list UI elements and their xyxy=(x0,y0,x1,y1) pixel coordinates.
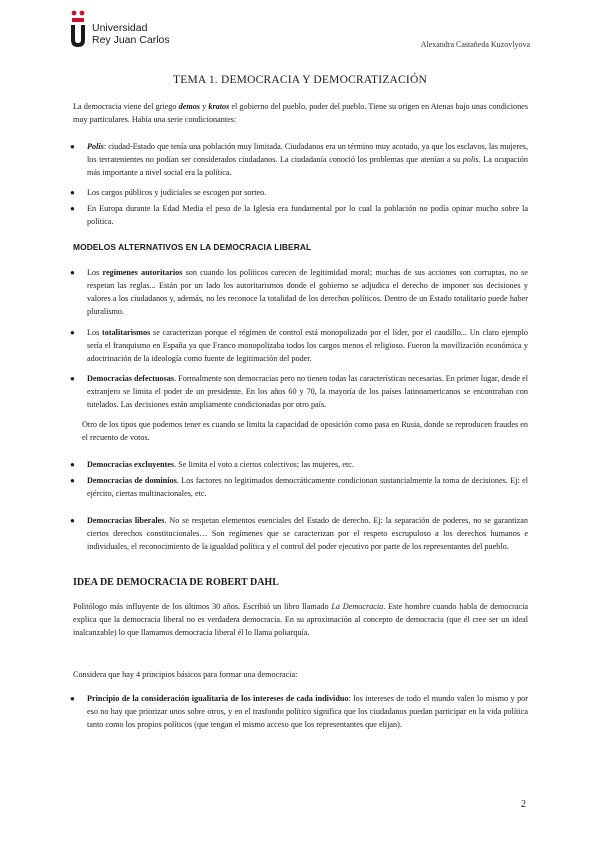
bullet-icon: ● xyxy=(70,268,75,277)
principles-intro: Considera que hay 4 principios básicos para formar una democracia: xyxy=(73,670,298,679)
dahl-paragraph: Politólogo más influyente de los últimos 30 años. Escribió un libro llamado La Democracia. Este hombre cuando habla de democracia explica que la democracia liberal no es verdadera democracia. En su aproximación al concepto de democracia (que él cree ser un ideal inalcanzable) lo que llamamos democracia liberal él lo llama poliarquía. xyxy=(73,602,528,637)
list-item: Los totalitarismos se caracterizan porque el régimen de control está monopolizado por el líder, por el caudillo... Un claro ejemplo sería el franquismo en España ya que Franco monopolizaba todos los cargos menos el religioso. Fueron la movilización económica y adoctrinación de la ideología como fuente de legitimación del poder. xyxy=(87,328,528,363)
list-item: Polis: ciudad-Estado que tenía una población muy limitada. Ciudadanos era un término muy acotado, ya que los esclavos, las mujeres, los terratenientes no podían ser considerados ciudadanos. La ciudadanía conoció los problemas que atenían a su polis. La ocupación más importante a nivel social era la política. xyxy=(87,142,528,177)
author-name: Alexandra Castañeda Kuzovlyova xyxy=(420,40,530,49)
bullet-icon: ● xyxy=(70,516,75,525)
list-item: Democracias de dominios. Los factores no legitimados democráticamente condicionan sustancialmente la toma de decisiones. Ej: el ejército, ciertas multinacionales, etc. xyxy=(87,476,528,498)
page-title: TEMA 1. DEMOCRACIA Y DEMOCRATIZACIÓN xyxy=(173,74,427,86)
university-name-line1: Universidad xyxy=(92,22,148,34)
list-item: Los cargos públicos y judiciales se escogen por sorteo. xyxy=(87,188,267,197)
bullet-icon: ● xyxy=(70,476,75,485)
university-name-line2: Rey Juan Carlos xyxy=(92,34,170,46)
list-item: Principio de la consideración igualitaria de los intereses de cada individuo: los intereses de todo el mundo valen lo mismo y por eso no hay que priorizar unos sobre otros, y en el trasfondo político significa que los ciudadanos puedan participar en la vida política tanto como los propios políticos (que tengan el mismo acceso que los representantes que elijan). xyxy=(87,694,528,729)
list-item: Los regímenes autoritarios son cuando los políticos carecen de legitimidad moral; muchas de sus acciones son corruptas, no se respetan las reglas... Están por un lado los autoritarismos donde el gobierno se adjudica el derecho de imponer sus decisiones y valores a los ciudadanos y, además, no les reconoce la totalidad de los derechos políticos. Dentro de un Estado totalitario puede haber pluralismo. xyxy=(87,268,529,316)
section-heading: IDEA DE DEMOCRACIA DE ROBERT DAHL xyxy=(73,577,279,588)
bullet-icon: ● xyxy=(70,204,75,213)
list-item: En Europa durante la Edad Media el peso de la Iglesia era fundamental por lo cual la población no podía opinar mucho sobre la política. xyxy=(87,204,528,226)
page-number: 2 xyxy=(521,799,526,810)
bullet-icon: ● xyxy=(70,188,75,197)
bullet-icon: ● xyxy=(70,328,75,337)
list-item: Democracias defectuosas. Formalmente son democracias pero no tienen todas las características necesarias. En primer lugar, desde el extranjero se limita el poder de un presidente. En los años 60 y 70, la mayoría de los países latinoamericanos se encontraban con tutelados. Las decisiones están ampliamente condicionadas por otro país. xyxy=(87,374,528,409)
bullet-icon: ● xyxy=(70,374,75,383)
urjc-logo-icon xyxy=(70,10,86,48)
bullet-icon: ● xyxy=(70,142,75,151)
list-item: Democracias excluyentes. Se limita el voto a ciertos colectivos; las mujeres, etc. xyxy=(87,460,354,469)
intro-paragraph: La democracia viene del griego demos y kratos el gobierno del pueblo, poder del pueblo. Tiene su origen en Atenas bajo unas condiciones muy particulares. Había una serie condicionantes: xyxy=(73,102,529,124)
note-paragraph: Otro de los tipos que podemos tener es cuando se limita la capacidad de oposición como pasa en Rusia, donde se reproducen fraudes en el recuento de votos. xyxy=(82,420,528,442)
list-item: Democracias liberales. No se respetan elementos esenciales del Estado de derecho. Ej: la separación de poderes, no se garantizan ciertos derechos constitucionales… Son regímenes que se caracterizan por el respeto escrupuloso a los derechos humanos e individuales, el reconocimiento de la igualdad política y el control del poder ejecutivo por parte de los representantes del pueblo. xyxy=(87,516,528,551)
section-heading: MODELOS ALTERNATIVOS EN LA DEMOCRACIA LIBERAL xyxy=(73,242,312,252)
university-logo xyxy=(70,10,190,50)
bullet-icon: ● xyxy=(70,694,75,703)
bullet-icon: ● xyxy=(70,460,75,469)
